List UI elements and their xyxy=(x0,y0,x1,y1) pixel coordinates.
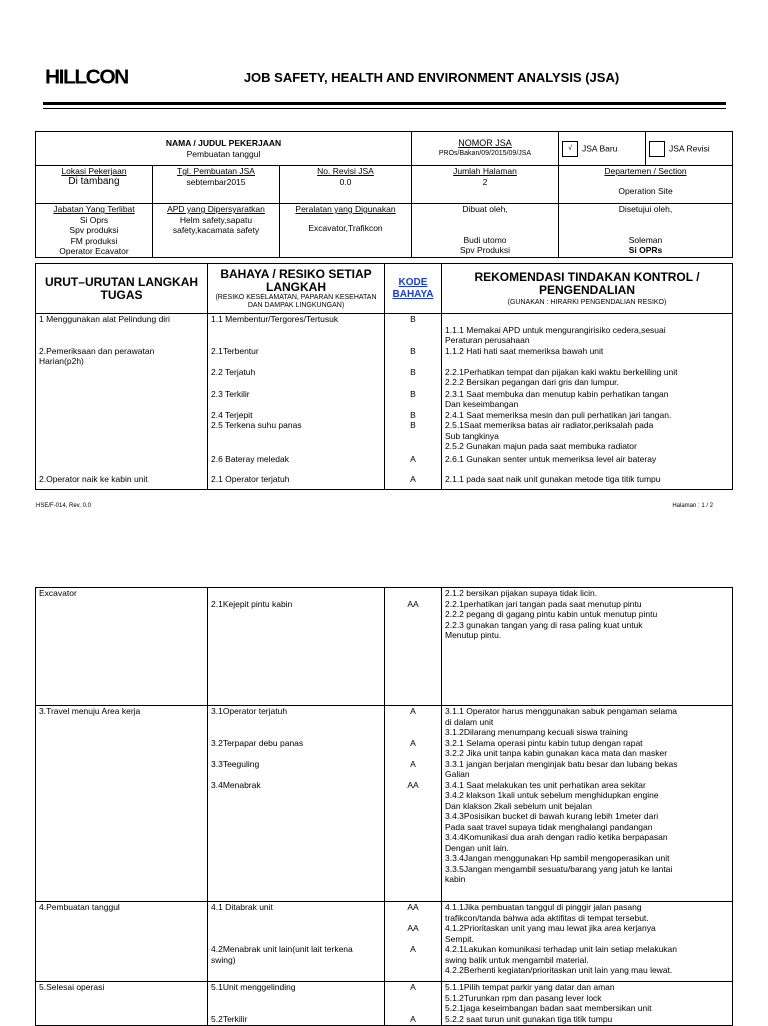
code-cell: B xyxy=(385,367,442,389)
recommendation-line: Dengan unit lain. xyxy=(445,842,509,853)
code-cell: B xyxy=(385,346,442,367)
company-logo: HILLCON xyxy=(45,66,128,89)
table-row xyxy=(36,454,733,474)
dibuat-name: Budi utomo xyxy=(463,234,507,245)
table-row xyxy=(36,706,733,902)
recommendation-line: swing balik untuk mengambil material. xyxy=(445,954,589,965)
recommendation-line: 5.1.1Pilih tempat parkir yang datar dan aman xyxy=(445,982,615,992)
recommendation-line: Dan klakson 2kali sebelum unit bejalan xyxy=(445,800,592,811)
footer-left: HSE/F-014, Rev. 0.0 xyxy=(36,503,91,509)
hazard-cell: 4.1 Ditabrak unit 4.2Menabrak unit lain(unit lait terkena swing) xyxy=(208,902,385,982)
jabatan-label: Jabatan Yang Terlibat xyxy=(53,204,135,214)
step-cell: 2.Pemeriksaan dan perawatan Harian(p2h) xyxy=(36,346,208,367)
recommendation-line: 3.1.2Dilarang menumpang kecuali siswa training xyxy=(445,727,628,737)
apd-label: APD yang Dipersyaratkan xyxy=(167,204,265,214)
code-cell: B xyxy=(385,314,442,346)
peralatan-value: Excavator,Trafikcon xyxy=(308,222,383,233)
recommendation-cell xyxy=(442,389,733,410)
step-cell: 4.Pembuatan tanggul xyxy=(36,902,208,982)
recommendation-line: trafikcon/tanda bahwa ada aktifitas di tempat tersebut. xyxy=(445,912,649,923)
halaman-value: 2 xyxy=(482,176,488,187)
recommendation-line: 1.1.2 Hati hati saat memeriksa bawah unit xyxy=(445,345,604,356)
recommendation-line: Peraturan perusahaan xyxy=(445,335,530,345)
code-cell: B B xyxy=(385,410,442,454)
table-row xyxy=(36,389,733,410)
recommendation-line: 2.6.1 Gunakan senter untuk memeriksa level air bateray xyxy=(445,453,657,464)
recommendation-cell xyxy=(442,902,733,982)
col-bahaya-header xyxy=(208,264,385,314)
recommendation-cell xyxy=(442,314,733,346)
hazard-cell: 2.6 Bateray meledak xyxy=(208,454,385,474)
recommendation-cell xyxy=(442,982,733,1026)
page2-rows xyxy=(36,588,733,1026)
page1-rows xyxy=(36,314,733,490)
col-kode-header xyxy=(385,264,442,314)
jsa-revisi-cell xyxy=(646,132,733,166)
recommendation-cell xyxy=(442,454,733,474)
code-cell: A xyxy=(385,454,442,474)
recommendation-line: 2.2.2 pegang di gagang pintu kabin untuk menutup pintu xyxy=(445,609,658,619)
recommendation-cell xyxy=(442,588,733,706)
lokasi-cell xyxy=(36,166,153,204)
table-row xyxy=(36,346,733,367)
recommendation-line: 2.2.3 gunakan tangan yang di rasa paling kuat untuk xyxy=(445,619,643,630)
recommendation-line: 5.2.2 saat turun unit gunakan tiga titik tumpu xyxy=(445,1013,613,1024)
dept-value: Operation Site xyxy=(618,185,673,196)
recommendation-line: 4.1.2Prioritaskan unit yang mau lewat jika area kerjanya xyxy=(445,923,656,933)
bahaya-title: BAHAYA / RESIKO SETIAP LANGKAH xyxy=(220,266,372,294)
recommendation-line: 1.1.1 Memakai APD untuk mengurangirisiko cedera,sesuai xyxy=(445,324,666,335)
recommendation-line: 3.2.1 Selama operasi pintu kabin tutup dengan rapat xyxy=(445,737,643,748)
halaman-label: Jumlah Halaman xyxy=(453,166,517,176)
recommendation-line: 3.1.1 Operator harus menggunakan sabuk pengaman selama xyxy=(445,706,678,716)
revisi-value: 0.0 xyxy=(339,176,352,187)
recommendation-cell xyxy=(442,367,733,389)
jsa-baru-label: JSA Baru xyxy=(582,142,618,153)
recommendation-line: 2.1.2 bersikan pijakan supaya tidak licin. xyxy=(445,588,598,598)
nama-label: NAMA / JUDUL PEKERJAAN xyxy=(165,138,282,148)
recommendation-line: 3.3.5Jangan mengambil sesuatu/barang yang jatuh ke lantai xyxy=(445,863,673,874)
recommendation-line: 4.2.2Berhenti kegiatan/prioritaskan unit lain yang mau lewat. xyxy=(445,965,673,975)
nama-value: Pembuatan tanggul xyxy=(186,148,261,159)
revisi-label: No. Revisi JSA xyxy=(317,166,374,176)
lokasi-value: Di tambang xyxy=(68,175,120,187)
nomor-value: PROs/Bakan/09/2015/09/JSA xyxy=(438,149,532,157)
table-row xyxy=(36,982,733,1026)
table-row xyxy=(36,474,733,490)
table-row xyxy=(36,902,733,982)
recommendation-line: 2.3.1 Saat membuka dan menutup kabin perhatikan tangan xyxy=(445,388,669,399)
recommendation-line: Menutup pintu. xyxy=(445,630,502,640)
recommendation-line: Dan keseimbangan xyxy=(445,399,519,409)
jsa-baru-checkbox[interactable]: √ xyxy=(562,141,578,157)
table-row xyxy=(36,410,733,454)
rekomendasi-title: REKOMENDASI TINDAKAN KONTROL / PENGENDALIAN xyxy=(474,269,700,297)
recommendation-line: Pada saat travel supaya tidak menghalangi pandangan xyxy=(445,821,653,832)
jsa-baru-cell xyxy=(559,132,646,166)
col-rekomendasi-header xyxy=(442,264,733,314)
hazard-cell: 5.1Unit menggelinding 5.2Terkilir xyxy=(208,982,385,1026)
rekomendasi-subtitle: (GUNAKAN : HIRARKI PENGENDALIAN RESIKO) xyxy=(507,298,667,306)
table-row xyxy=(36,367,733,389)
code-cell: A A xyxy=(385,982,442,1026)
hazard-cell: 2.1Terbentur xyxy=(208,346,385,367)
hazard-cell: 2.3 Terkilir xyxy=(208,389,385,410)
tgl-value: sebtembar2015 xyxy=(186,176,246,187)
recommendation-line: 2.2.1perhatikan jari tangan pada saat menutup pintu xyxy=(445,598,642,609)
recommendation-cell xyxy=(442,706,733,902)
jabatan-value: FM produksi xyxy=(70,235,118,246)
recommendation-line: 3.4.3Posisikan bucket di bawah kurang lebih 1meter dari xyxy=(445,811,659,821)
jabatan-value: Operator Ecavator xyxy=(59,246,129,256)
disetujui-label: Disetujui oleh, xyxy=(618,204,673,214)
jsa-table-page1 xyxy=(35,263,733,490)
recommendation-line: 4.1.1Jika pembuatan tanggul di pinggir jalan pasang xyxy=(445,902,642,912)
dept-cell xyxy=(559,166,733,204)
recommendation-line xyxy=(445,314,729,325)
recommendation-line: 3.4.2 klakson 1kali untuk sebelum menghidupkan engine xyxy=(445,790,659,800)
recommendation-line: Sub tangkinya xyxy=(445,430,499,441)
hazard-cell: 2.1 Operator terjatuh xyxy=(208,474,385,490)
nomor-label: NOMOR JSA xyxy=(458,138,512,148)
code-cell: A xyxy=(385,474,442,490)
disetujui-name: Soleman xyxy=(628,234,663,245)
header-rule-thin xyxy=(43,108,726,109)
jsa-revisi-label: JSA Revisi xyxy=(669,142,710,153)
recommendation-line: 3.2.2 Jika unit tanpa kabin gunakan kaca mata dan masker xyxy=(445,748,668,758)
recommendation-line: Galian xyxy=(445,769,470,779)
step-cell xyxy=(36,389,208,410)
recommendation-line: 3.4.1 Saat melakukan tes unit perhatikan area sekitar xyxy=(445,779,646,790)
hazard-cell: 2.1Kejepit pintu kabin xyxy=(208,588,385,706)
recommendation-line: 2.2.2 Bersikan pegangan dari gris dan lumpur. xyxy=(445,377,619,387)
step-cell xyxy=(36,410,208,454)
recommendation-cell xyxy=(442,410,733,454)
document-title: JOB SAFETY, HEALTH AND ENVIRONMENT ANALYSIS (JSA) xyxy=(243,70,620,85)
dibuat-label: Dibuat oleh, xyxy=(462,204,508,214)
nama-cell xyxy=(36,132,412,166)
jsa-revisi-checkbox[interactable] xyxy=(649,141,665,157)
step-cell: 3.Travel menuju Area kerja xyxy=(36,706,208,902)
jabatan-value: Spv produksi xyxy=(69,225,119,235)
recommendation-line: 2.1.1 pada saat naik unit gunakan metode tiga titik tumpu xyxy=(445,473,661,484)
info-table xyxy=(35,131,733,258)
step-cell: 1 Menggunakan alat Pelindung diri xyxy=(36,314,208,346)
recommendation-cell xyxy=(442,346,733,367)
recommendation-line: 3.3.1 jangan berjalan menginjak batu besar dan lubang bekas xyxy=(445,758,678,769)
recommendation-cell xyxy=(442,474,733,490)
peralatan-cell xyxy=(280,204,412,258)
step-cell: 2.Operator naik ke kabin unit xyxy=(36,474,208,490)
recommendation-line: 2.2.1Perhatikan tempat dan pijakan kaki waktu berkeliling unit xyxy=(445,366,678,377)
step-cell: Excavator xyxy=(36,588,208,706)
recommendation-line: Sempit. xyxy=(445,933,474,944)
tgl-cell xyxy=(153,166,280,204)
dibuat-role: Spv Produksi xyxy=(459,245,511,255)
footer-right: Halaman : 1 / 2 xyxy=(672,503,713,509)
dibuat-cell xyxy=(412,204,559,258)
recommendation-line: 2.4.1 Saat memeriksa mesin dan puli perhatikan jari tangan. xyxy=(445,409,672,420)
recommendation-line: 3.3.4Jangan menggunakan Hp sambil mengoperasikan unit xyxy=(445,853,670,863)
apd-value: safety,kacamata safety xyxy=(172,225,260,235)
bahaya-subtitle: (RESIKO KESELAMATAN, PAPARAN KESEHATAN DAN DAMPAK LINGKUNGAN) xyxy=(215,293,377,309)
code-cell: AA xyxy=(385,588,442,706)
disetujui-cell xyxy=(559,204,733,258)
col-urutan-header: URUT–URUTAN LANGKAH TUGAS xyxy=(36,264,208,314)
table-row xyxy=(36,588,733,706)
step-cell xyxy=(36,367,208,389)
tgl-label: Tgl. Pembuatan JSA xyxy=(177,166,255,176)
hazard-cell: 3.1Operator terjatuh 3.2Terpapar debu panas 3.3Teeguling 3.4Menabrak xyxy=(208,706,385,902)
step-cell xyxy=(36,454,208,474)
recommendation-line: 5.2.1jaga keseimbangan badan saat membersikan unit xyxy=(445,1003,652,1013)
hazard-cell: 1.1 Membentur/Tergores/Tertusuk xyxy=(208,314,385,346)
revisi-cell xyxy=(280,166,412,204)
jsa-table-page2 xyxy=(35,587,733,1026)
apd-value: Helm safety,sapatu xyxy=(179,214,253,225)
recommendation-line: di dalam unit xyxy=(445,716,494,727)
lokasi-label: Lokasi Pekerjaan xyxy=(61,166,127,176)
step-cell: 5.Selesai operasi xyxy=(36,982,208,1026)
halaman-cell xyxy=(412,166,559,204)
hazard-cell: 2.2 Terjatuh xyxy=(208,367,385,389)
jabatan-value: Si Oprs xyxy=(79,214,109,225)
recommendation-line: 4.2.1Lakukan komunikasi terhadap unit lain setiap melakukan xyxy=(445,944,678,954)
hazard-cell: 2.4 Terjepit 2.5 Terkena suhu panas xyxy=(208,410,385,454)
code-cell: B xyxy=(385,389,442,410)
nomor-cell xyxy=(412,132,559,166)
code-cell: A A A AA xyxy=(385,706,442,902)
recommendation-line: 2.5.2 Gunakan majun pada saat membuka radiator xyxy=(445,441,637,451)
header-rule xyxy=(43,102,726,105)
recommendation-line: kabin xyxy=(445,874,466,884)
peralatan-label: Peralatan yang Digunakan xyxy=(295,204,396,214)
recommendation-line: 5.1.2Turunkan rpm dan pasang lever lock xyxy=(445,992,602,1003)
recommendation-line: 3.4.4Komunikasi dua arah dengan radio ketika berpapasan xyxy=(445,832,668,842)
dept-label: Departemen / Section xyxy=(604,166,687,176)
apd-cell xyxy=(153,204,280,258)
table-row xyxy=(36,314,733,346)
disetujui-role: Si OPRs xyxy=(628,245,663,255)
kode-bahaya-link[interactable]: KODE BAHAYA xyxy=(392,277,434,300)
jabatan-cell xyxy=(36,204,153,258)
code-cell: AA AA A xyxy=(385,902,442,982)
recommendation-line: 2.5.1Saat memeriksa batas air radiator,periksalah pada xyxy=(445,420,654,430)
